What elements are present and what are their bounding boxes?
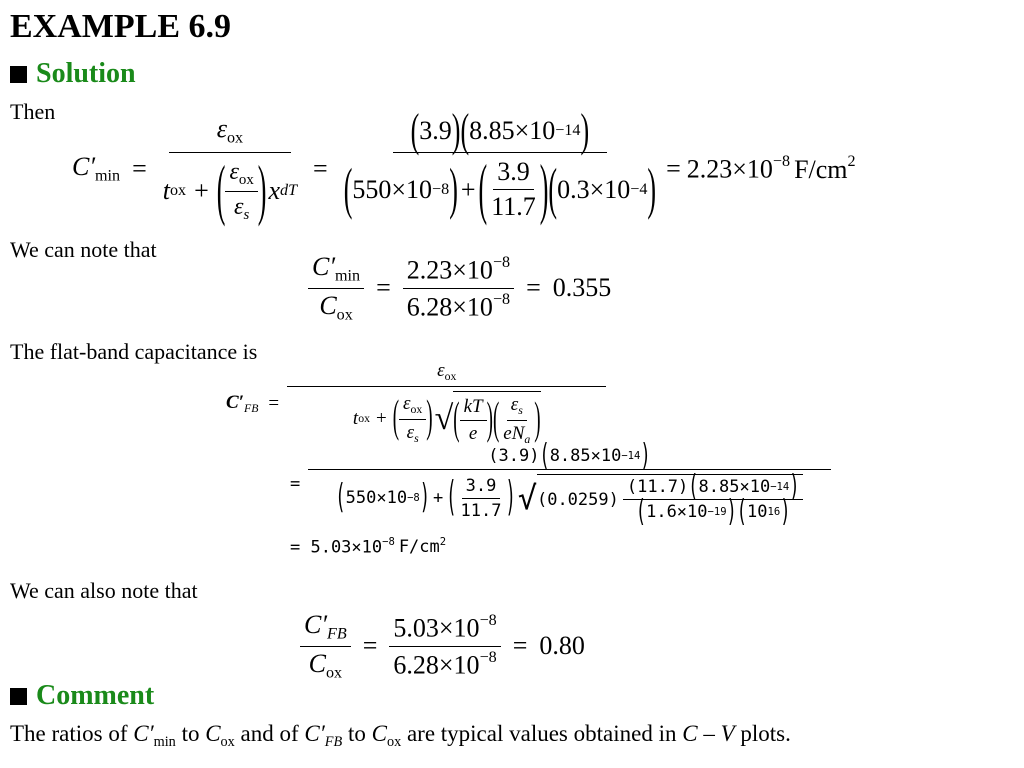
eq1-result: $2.23\times 10^{-8}$ $F/cm^2$ (686, 153, 856, 184)
equation-ratio-min: $\frac{C'_{min}}{C_{ox}}$ = $\frac{2.23\times 10^{-8}}{6.28\times 10^{-8}}$ = 0.355 (308, 252, 611, 324)
comment-heading (10, 682, 154, 710)
equation-ratio-fb: $\frac{C'_{FB}}{C_{ox}}$ = $\frac{5.03\times 10^{-8}}{6.28\times 10^{-8}}$ = 0.80 (300, 610, 585, 682)
equation-c-fb-symbolic: $C'_{FB}$ = $\varepsilon_{ox}$ t ox + ( $\frac{\varepsilon_{ox}}{\varepsilon_s}$ ) √ ( $\frac{kT}{e}$ ) ( $\frac{\varepsilon_s}{eN_a}$ ) (226, 360, 606, 447)
sqrt-icon: √ (517, 479, 537, 517)
comment-text: The ratios of $C'_{min}$ to $C_{ox}$ and of $C'_{FB}$ to $C_{ox}$ are typical values obtained in C – V plots. (10, 721, 791, 750)
eq2-result: 0.355 (552, 273, 612, 303)
text-flat-band: The flat-band capacitance is (10, 339, 258, 364)
page-title: EXAMPLE 6.9 (10, 8, 231, 45)
eq1-lhs: $C'_{min}$ (72, 152, 121, 185)
text-also-note: We can also note that (10, 578, 198, 603)
square-bullet-icon (10, 688, 27, 705)
eq1-numeric-fraction: ( 3.9 ) ( 8.85×10 −14 ) ( 550×10 −8 ) + ( $\frac{3.9}{11.7}$ ) ( 0.3×10 −4 ) (343, 104, 657, 226)
eq3-result: = $5.03\times 10^{-8}$ $F/cm^2$ (290, 536, 447, 558)
equation-c-fb-numeric: = (3.9) ( 8.85×10 −14 ) ( 550×10 −8 ) + ( $\frac{3.9}{11.7}$ ) √ (0.0259) (11.7) ( 8.85×10 −14 ) ( 1.6×10 −19 ) ( 10 16 ) (290, 446, 831, 522)
comment-heading-label: Comment (36, 680, 155, 711)
eq4-result: 0.80 (539, 631, 585, 661)
eq1-symbolic-fraction: $\varepsilon_{ox}$ t ox + ( $\frac{\varepsilon_{ox}}{\varepsilon_s}$ ) x dT (162, 114, 298, 228)
text-then: Then (10, 99, 56, 124)
equation-c-min: $C'_{min}$ = $\varepsilon_{ox}$ t ox + ( $\frac{\varepsilon_{ox}}{\varepsilon_s}$ ) x dT = ( 3.9 ) ( 8.85×10 −14 ) ( 550×10 −8 ) + ( $\frac{3.9}{11.7}$ ) ( 0.3×10 −4 ) = $2.23\times 10^{-8}$ $F/cm^2$ (72, 104, 856, 228)
solution-heading (10, 60, 136, 88)
square-bullet-icon (10, 66, 27, 83)
sqrt-icon: √ (434, 400, 454, 438)
solution-heading-label: Solution (36, 58, 136, 89)
text-we-can-note: We can note that (10, 237, 157, 262)
